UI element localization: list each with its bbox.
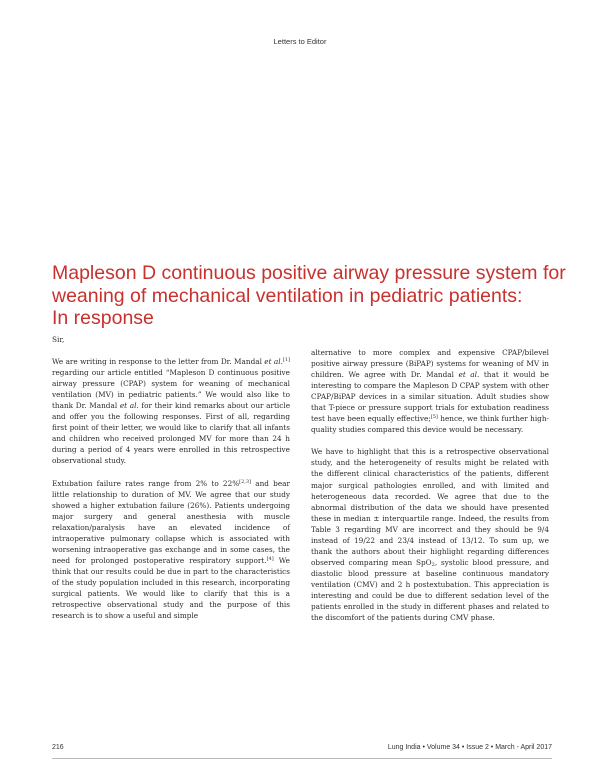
citation[interactable]: [5]	[430, 414, 438, 421]
title-line: In response	[52, 307, 154, 329]
page-number: 216	[52, 744, 64, 751]
citation[interactable]: [4]	[266, 555, 274, 562]
citation[interactable]: [2,3]	[239, 478, 252, 485]
section-header: Letters to Editor	[273, 37, 327, 46]
paragraph-3: alternative to more complex and expensive CPAP/bilevel positive airway pressure (BiPAP) systems for weaning of MV in children. We agree with Dr. Mandal et al. that it would be interesting to compare the Mapleson D CPAP system with other CPAP/BiPAP devices in a similar situation. Adult studies show that T-piece or pressure support trials for extubation readiness test have been equally effective;[5] hence, we think further high-quality studies compared this device would be necessary.	[311, 348, 550, 435]
journal-info: Lung India • Volume 34 • Issue 2 • March - April 2017	[387, 744, 552, 751]
footer-divider	[52, 758, 552, 759]
left-column	[52, 334, 290, 621]
title-line: weaning of mechanical ventilation in pediatric patients:	[52, 284, 523, 307]
paragraph-1: We are writing in response to the letter from Dr. Mandal et al.[1] regarding our article entitled “Mapleson D continuous positive airway pressure (CPAP) system for weaning of mechanical ventilation (MV) in pediatric patients.” We would also like to thank Dr. Mandal et al. for their kind remarks about our article and offer you the following responses. First of all, regarding first point of their letter, we would like to clarify that all infants and children who received prolonged MV for more than 24 h during a period of 4 years were enrolled in this retrospective observational study.	[52, 357, 291, 466]
article-title	[52, 262, 566, 330]
salutation: Sir,	[52, 335, 65, 344]
title-line: Mapleson D continuous positive airway pressure system for	[52, 262, 566, 284]
right-column	[311, 347, 549, 623]
paragraph-2: Extubation failure rates range from 2% to 22%[2,3] and bear little relationship to duration of MV. We agree that our study showed a higher extubation failure (26%). Patients undergoing major surgery and general anesthesia with muscle relaxation/paralysis have an elevated incidence of intraoperative pulmonary collapse which is associated with worsening intraoperative gas exchange and in some cases, the need for prolonged postoperative respiratory support.[4] We think that our results could be due in part to the characteristics of the study population included in this research, incorporating surgical patients. We would like to clarify that this is a retrospective observational study and the purpose of this research is to show a useful and simple	[52, 478, 290, 621]
citation[interactable]: [1]	[282, 357, 291, 364]
paragraph-4: We have to highlight that this is a retrospective observational study, and the heterogeneity of results might be related with the different clinical characteristics of the patients, different major surgical pathologies enrolled, and with limited and heterogeneous data recorded. We agree that due to the abnormal distribution of the data we should have presented these in median ± interquartile range. Indeed, the results from Table 3 regarding MV are incorrect and they should be 9/4 instead of 19/22 and 23/4 instead of 13/12. To sum up, we thank the authors about their highlight regarding differences observed comparing mean SpO$_2$, systolic blood pressure, and diastolic blood pressure at baseline continuous mandatory ventilation (CMV) and 2 h postextubation. This appreciation is interesting and could be due to different sedation level of the patients enrolled in the study in different phases and related to the discomfort of the patients during CMV phase.	[311, 447, 549, 623]
